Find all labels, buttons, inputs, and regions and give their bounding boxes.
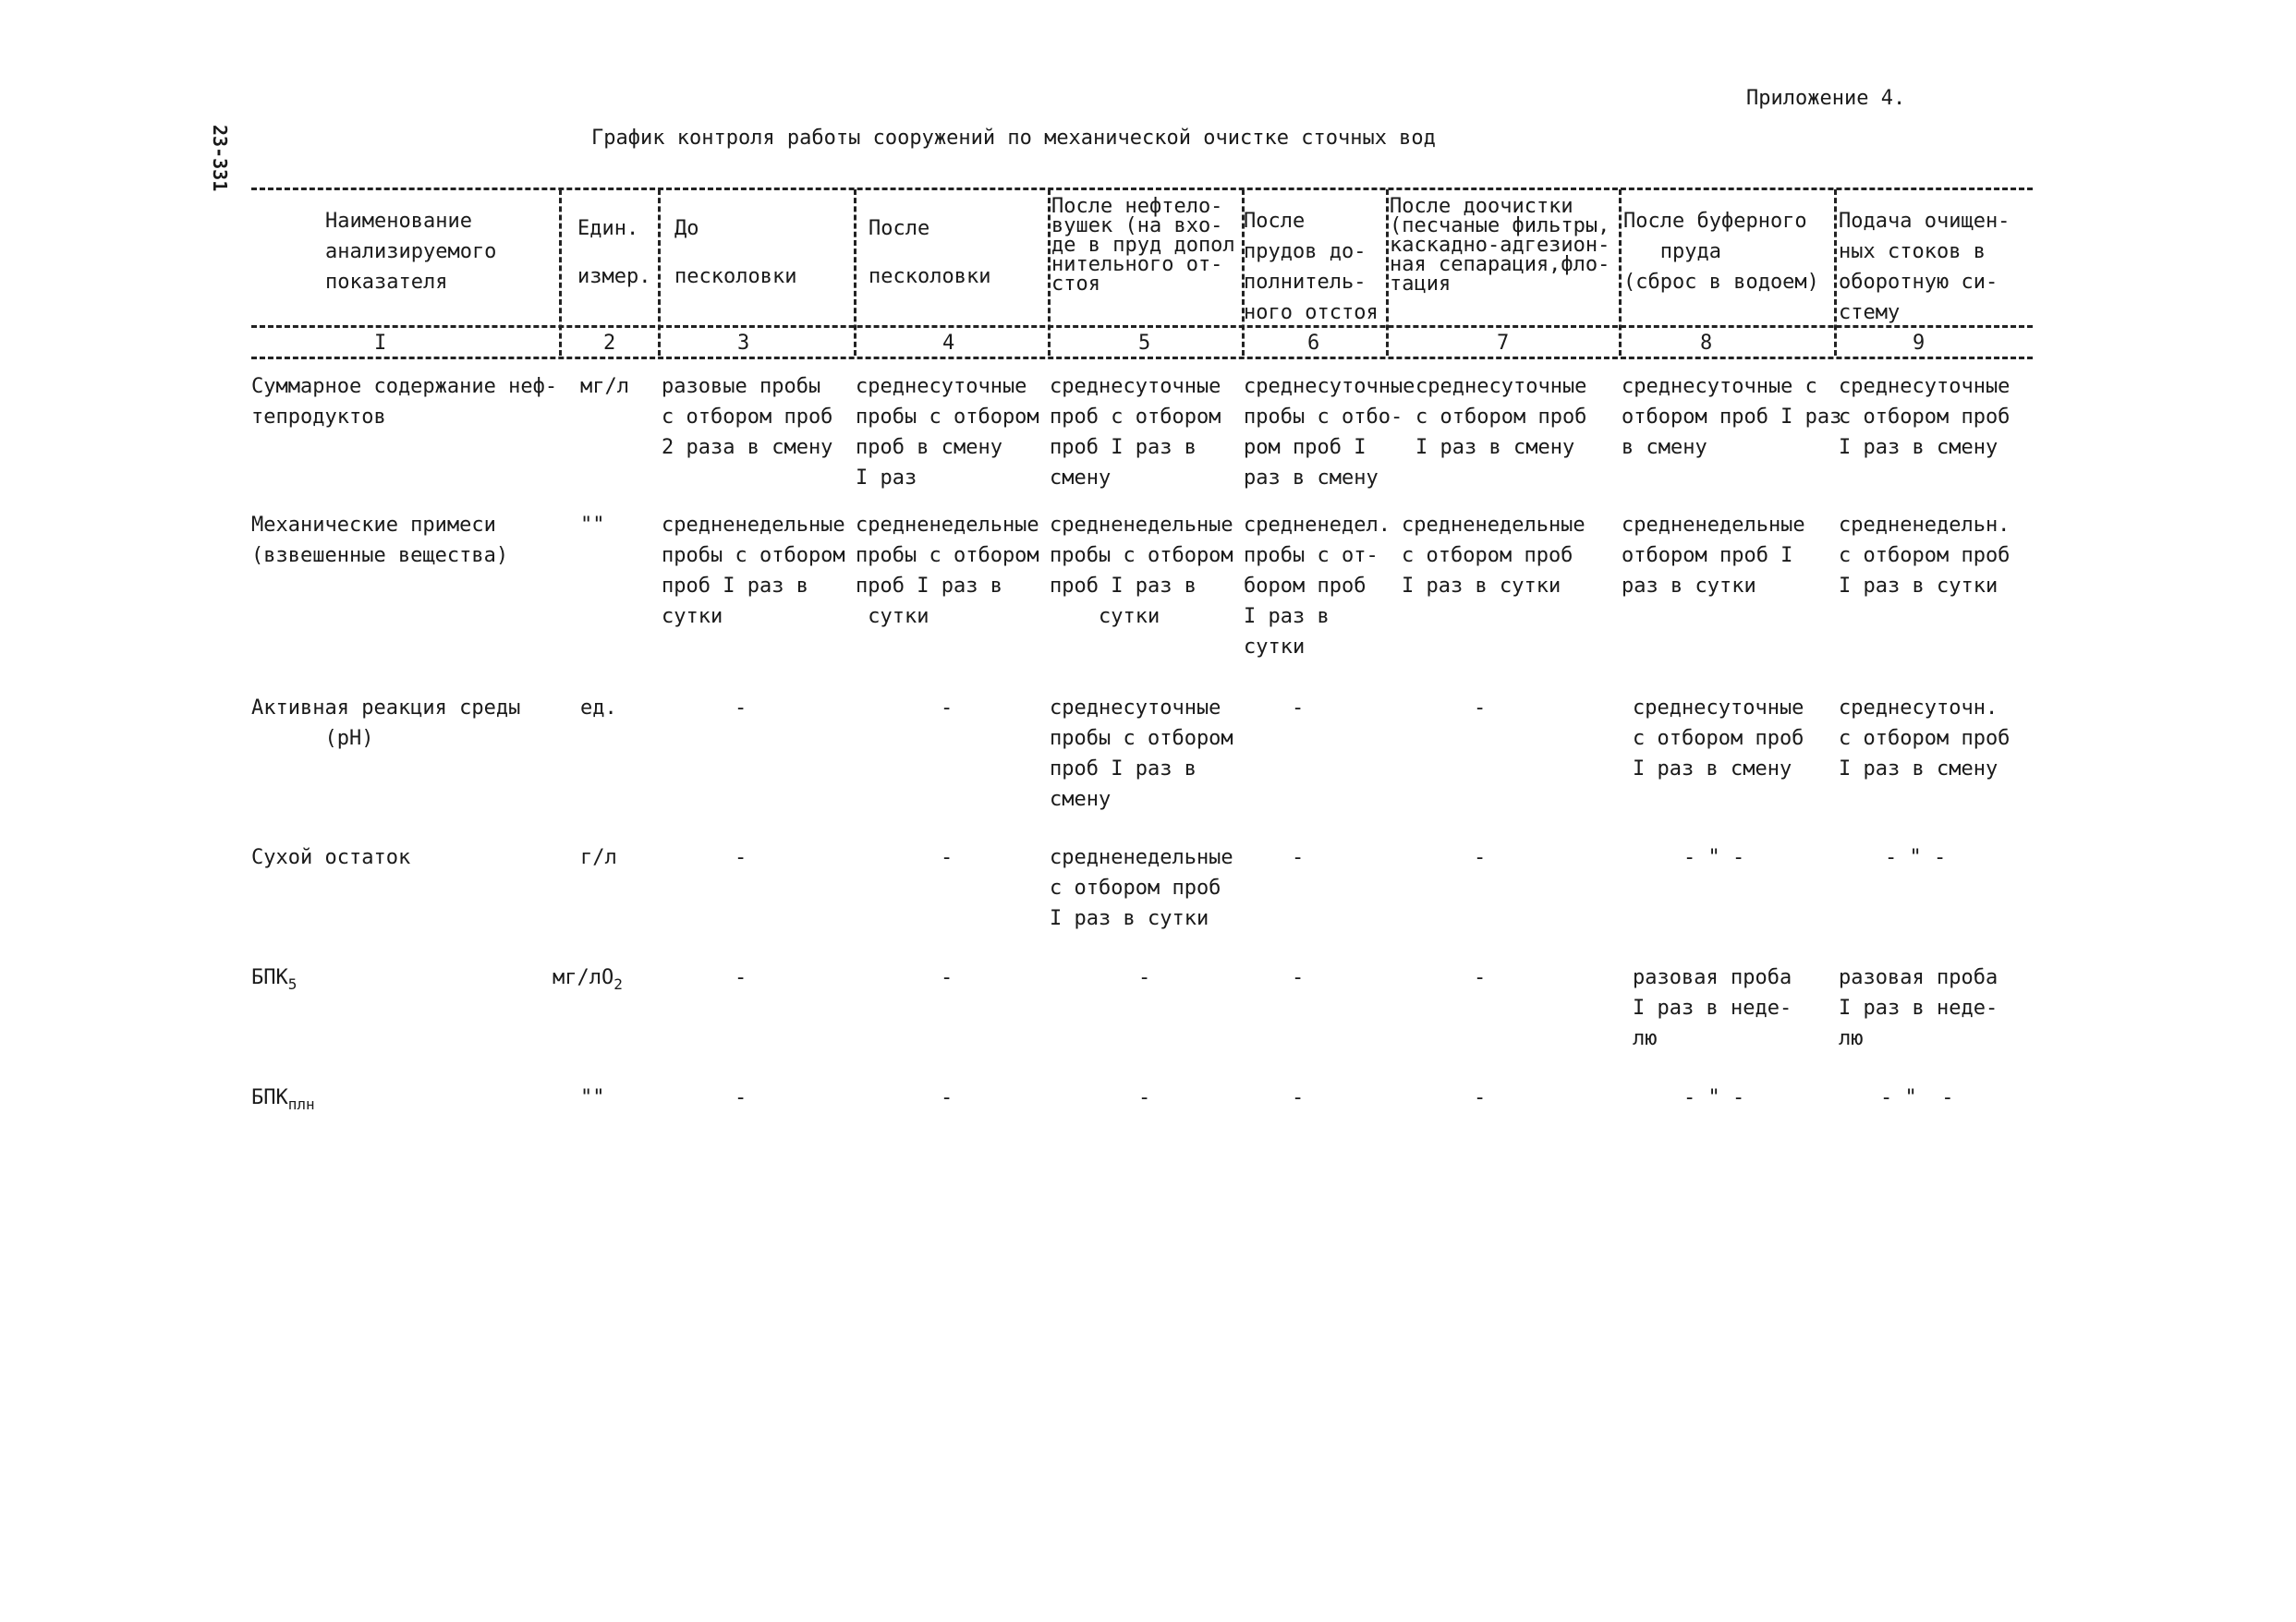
row-cell: средненедельные с отбором проб I раз в сутки [1402, 514, 1585, 598]
header-before-sand-trap: До песколовки [674, 217, 797, 288]
row-cell: среднесуточные с отбором проб I раз в смену [1839, 375, 2011, 459]
row-cell: - " - [1683, 846, 1745, 869]
row-indicator-name: Суммарное содержание неф- тепродуктов [251, 375, 558, 429]
row-cell: - [735, 696, 747, 720]
row-cell: - [1292, 846, 1305, 869]
row-cell: среднесуточные с отбором проб I раз в смену [1622, 375, 1842, 459]
row-cell: - [735, 1086, 747, 1109]
header-unit: Един. измер. [577, 217, 651, 288]
row-cell: - [1292, 696, 1305, 720]
row-cell: - [735, 966, 747, 989]
column-separator [658, 189, 661, 356]
row-cell: - " - [1885, 846, 1947, 869]
row-cell: средненедельные отбором проб I раз в сутки [1622, 514, 1805, 598]
header-after-oil-traps: После нефтело- вушек (на вхо- де в пруд допол нительного от- стоя [1051, 195, 1235, 296]
row-indicator-name: $БПК_{плн}$ [251, 1086, 315, 1113]
row-cell: средненедельные пробы с отбором проб I раз в сутки [856, 514, 1039, 628]
column-number: I [374, 332, 387, 355]
row-cell: средненедельн. с отбором проб I раз в сутки [1839, 514, 2011, 598]
row-indicator-name: Активная реакция среды (рН) [251, 696, 521, 750]
row-cell: - [1474, 846, 1487, 869]
row-cell: - [941, 846, 954, 869]
header-after-buffer-pond: После буферного пруда (сброс в водоем) [1623, 210, 1819, 294]
column-number: 7 [1497, 332, 1510, 355]
row-cell: - [1474, 1086, 1487, 1109]
header-after-ponds: После прудов до- полнитель- ного отстоя [1244, 210, 1379, 324]
row-cell: - [1138, 1086, 1151, 1109]
row-cell: разовая проба I раз в неде- лю [1839, 966, 1998, 1050]
row-cell: среднесуточные пробы с отбором проб I раз в смену [1050, 696, 1233, 811]
column-separator [1619, 189, 1622, 356]
column-number: 9 [1913, 332, 1925, 355]
row-cell: - [941, 966, 954, 989]
column-number: 6 [1307, 332, 1320, 355]
row-indicator-name: Сухой остаток [251, 846, 411, 869]
document-title: График контроля работы сооружений по механической очистке сточных вод [591, 127, 1436, 150]
row-unit: ед. [580, 696, 617, 720]
row-cell: разовые пробы с отбором проб 2 раза в смену [662, 375, 833, 459]
page-number: 23-331 [209, 125, 231, 192]
row-unit: г/л [580, 846, 617, 869]
row-cell: - [1292, 1086, 1305, 1109]
header-recycling-supply: Подача очищен- ных стоков в оборотную си- стему [1839, 210, 2011, 324]
row-cell: среднесуточные пробы с отбо- ром проб I раз в смену [1244, 375, 1415, 490]
row-cell: - [1474, 966, 1487, 989]
row-unit: $мг/лО_2$ [553, 966, 623, 993]
row-indicator-name: Механические примеси (взвешенные вещества) [251, 514, 509, 567]
header-after-sand-trap: После песколовки [869, 217, 991, 288]
row-cell: - [941, 1086, 954, 1109]
row-cell: - [1292, 966, 1305, 989]
row-cell: - [1474, 696, 1487, 720]
column-separator [1834, 189, 1837, 356]
row-cell: - [1138, 966, 1151, 989]
column-number: 3 [737, 332, 750, 355]
appendix-label: Приложение 4. [1746, 87, 1906, 110]
row-cell: разовая проба I раз в неде- лю [1633, 966, 1792, 1050]
row-cell: среднесуточные проб с отбором проб I раз в смену [1050, 375, 1221, 490]
row-cell: средненедельные с отбором проб I раз в сутки [1050, 846, 1233, 930]
header-indicator-name: Наименование анализируемого показателя [325, 210, 497, 294]
row-cell: среднесуточн. с отбором проб I раз в смену [1839, 696, 2011, 781]
row-indicator-name: $БПК_5$ [251, 966, 298, 993]
column-separator [1386, 189, 1389, 356]
column-separator [559, 189, 562, 356]
row-cell: - [941, 696, 954, 720]
header-after-post-treatment: После доочистки (песчаные фильтры, каскадно-адгезион- ная сепарация,фло- тация [1390, 195, 1610, 296]
row-unit: мг/л [580, 375, 629, 398]
column-number: 2 [603, 332, 616, 355]
column-separator [1048, 189, 1051, 356]
column-number: 8 [1700, 332, 1713, 355]
row-cell: средненедел. пробы с от- бором проб I раз в сутки [1244, 514, 1391, 659]
row-cell: среднесуточные с отбором проб I раз в смену [1415, 375, 1587, 459]
column-separator [854, 189, 856, 356]
row-cell: - [735, 846, 747, 869]
row-cell: средненедельные пробы с отбором проб I раз в сутки [1050, 514, 1233, 628]
column-number: 4 [942, 332, 955, 355]
row-cell: средненедельные пробы с отбором проб I раз в сутки [662, 514, 845, 628]
row-unit: "" [580, 1086, 605, 1109]
row-cell: среднесуточные с отбором проб I раз в смену [1633, 696, 1804, 781]
row-cell: - " - [1880, 1086, 1954, 1109]
table-top-rule [251, 188, 2033, 190]
row-cell: - " - [1683, 1086, 1745, 1109]
row-unit: "" [580, 514, 605, 537]
row-cell: среднесуточные пробы с отбором проб в смену I раз [856, 375, 1039, 490]
column-number: 5 [1138, 332, 1151, 355]
